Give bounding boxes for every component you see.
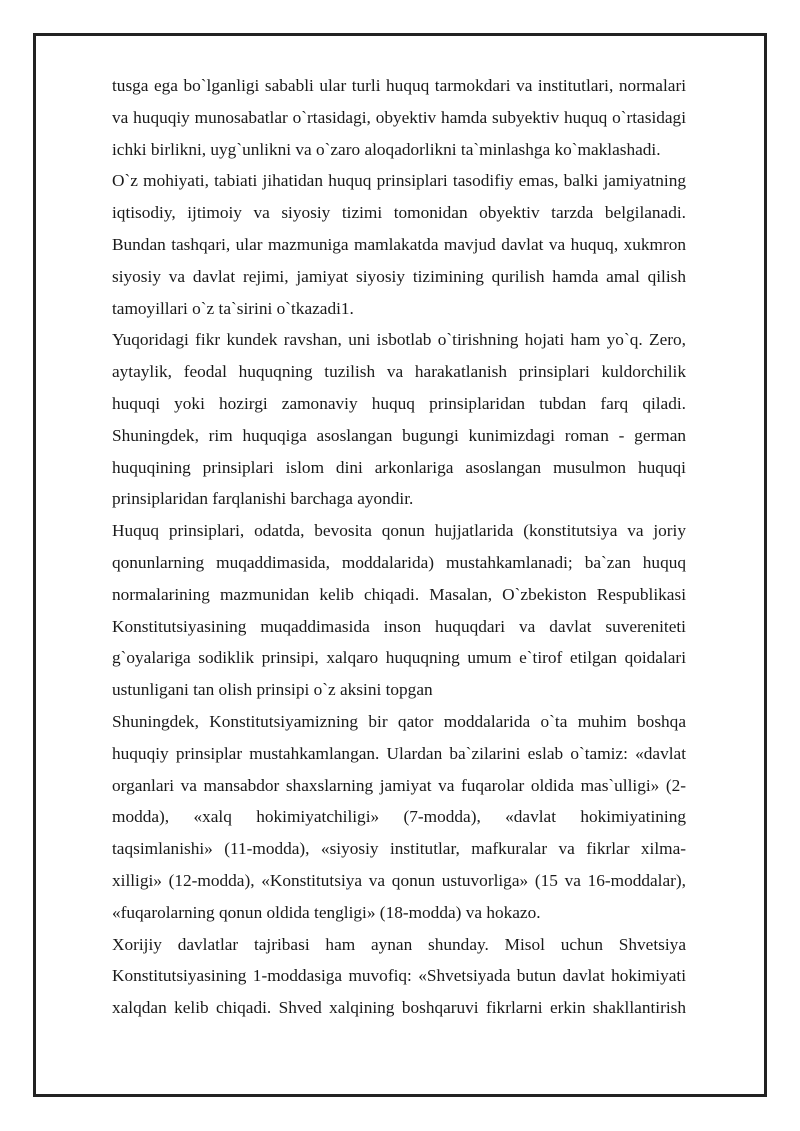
paragraph-3: Yuqoridagi fikr kundek ravshan, uni isbotlab o`tirishning hojati ham yo`q. Zero, aytaylik, feodal huquqning tuzilish va harakatlanish prinsiplari kuldorchilik huquqi yoki hozirgi zamonaviy huquq prinsiplaridan tubdan farq qiladi. Shuningdek, rim huquqiga asoslangan bugungi kunimizdagi roman - german huquqining prinsiplari islom dini arkonlariga asoslangan musulmon huquqi prinsiplaridan farqlanishi barchaga ayondir. [112, 330, 686, 509]
paragraph-5: Shuningdek, Konstitutsiyamizning bir qator moddalarida o`ta muhim boshqa huquqiy prinsiplar mustahkamlangan. Ulardan ba`zilarini eslab o`tamiz: «davlat organlari va mansabdor shaxslarning jamiyat va fuqarolar oldida mas`ulligi» (2-modda), «xalq hokimiyatchiligi» (7-modda), «davlat hokimiyatining taqsimlanishi» (11-modda), «siyosiy institutlar, mafkuralar va fikrlar xilma-xilligi» (12-modda), «Konstitutsiya va qonun ustuvorliga» (15 va 16-moddalar), «fuqarolarning qonun oldida tengligi» (18-modda) va hokazo. [112, 711, 686, 922]
paragraph-6: Xorijiy davlatlar tajribasi ham aynan shunday. Misol uchun Shvetsiya Konstitutsiyasining 1-moddasiga muvofiq: «Shvetsiyada butun davlat hokimiyati xalqdan kelib chiqadi. Shved xalqining boshqaruvi fikrlarni erkin shakllantirish [112, 934, 686, 1018]
document-body [112, 70, 686, 1024]
paragraph-1: tusga ega bo`lganligi sababli ular turli huquq tarmokdari va institutlari, normalari va huquqiy munosabatlar o`rtasidagi, obyektiv hamda subyektiv huquq o`rtasidagi ichki birlikni, uyg`unlikni va o`zaro aloqadorlikni ta`minlashga ko`maklashadi. [112, 76, 686, 159]
paragraph-4: Huquq prinsiplari, odatda, bevosita qonun hujjatlarida (konstitutsiya va joriy qonunlarning muqaddimasida, moddalarida) mustahkamlanadi; ba`zan huquq normalarining mazmunidan kelib chiqadi. Masalan, O`zbekiston Respublikasi Konstitutsiyasining muqaddimasida inson huquqdari va davlat suvereniteti g`oyalariga sodiklik prinsipi, xalqaro huquqning umum e`tirof etilgan qoidalari ustunligani tan olish prinsipi o`z aksini topgan [112, 521, 686, 700]
paragraph-2: O`z mohiyati, tabiati jihatidan huquq prinsiplari tasodifiy emas, balki jamiyatning iqtisodiy, ijtimoiy va siyosiy tizimi tomonidan obyektiv tarzda belgilanadi. Bundan tashqari, ular mazmuniga mamlakatda mavjud davlat va huquq, xukmron siyosiy va davlat rejimi, jamiyat siyosiy tizimining qurilish hamda amal qilish tamoyillari o`z ta`sirini o`tkazadi1. [112, 171, 686, 318]
